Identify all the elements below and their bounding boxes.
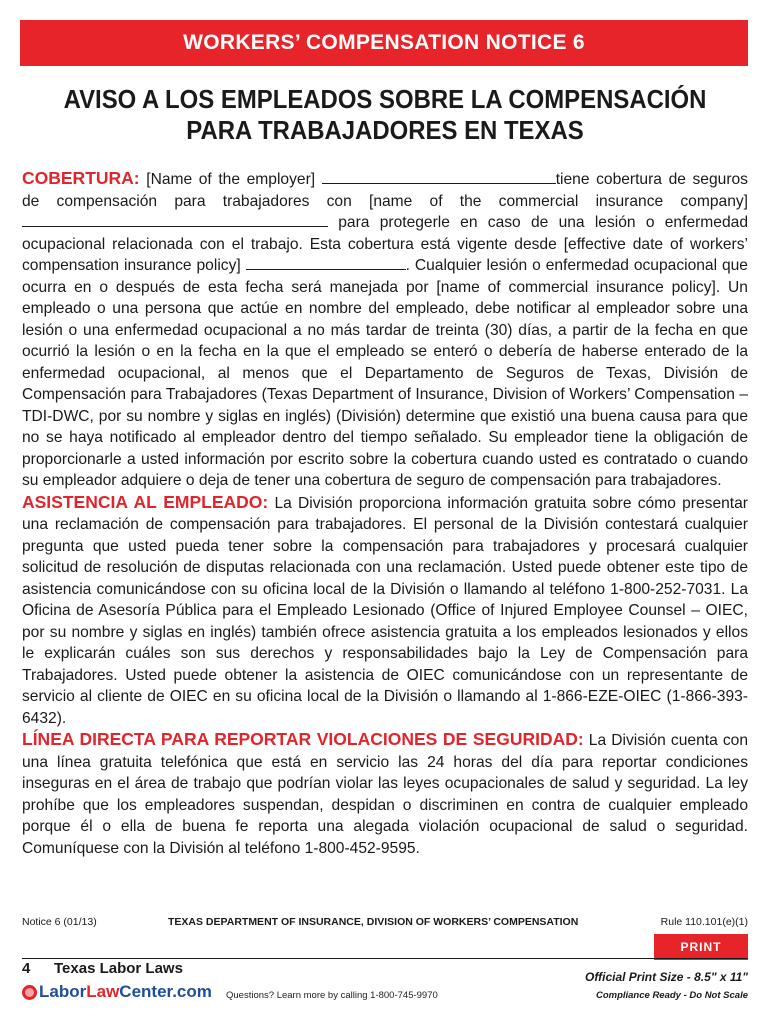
page-section-name: Texas Labor Laws: [54, 960, 183, 977]
assistance-text: La División proporciona información gratuita sobre cómo presentar una reclamación de compensación para trabajadores. El personal de la División contestará cualquier pregunta que usted pueda tener sobre la compensación para trabajadores y procesará cualquier solicitud de resolución de disputas relacionada con una reclamación. Usted puede obtener este tipo de asistencia comunicándose con su oficina local de la División o llamando al teléfono 1-800-252-7031. La Oficina de Asesoría Pública para el Empleado Lesionado (Office of Injured Employee Counsel – OIEC, por su nombre y siglas en inglés) también ofrece asistencia gratuita a los empleados lesionados y ellos le explicarán cuáles son sus derechos y responsabilidades bajo la Ley de Compensación para Trabajadores. Usted puede obtener la asistencia de OIEC comunicándose con un representante de servicio al cliente de OIEC en su oficina local de la División o llamando al 1-866-EZE-OIEC (1-866-393-6432).: [22, 494, 748, 727]
agency-name: TEXAS DEPARTMENT OF INSURANCE, DIVISION OF WORKERS’ COMPENSATION: [168, 916, 579, 928]
employer-name-blank: [322, 169, 556, 184]
footer-divider: [22, 958, 748, 959]
logo-text-law: Law: [86, 982, 120, 1001]
logo-text-labor: Labor: [39, 982, 87, 1001]
notice-body: [22, 168, 748, 859]
laborlawcenter-logo[interactable]: [22, 982, 212, 1002]
assistance-paragraph: [22, 492, 748, 730]
page-title: [51, 84, 719, 146]
title-line-2: PARA TRABAJADORES EN TEXAS: [186, 115, 584, 145]
coverage-text-4: . Cualquier lesión o enfermedad ocupacional que ocurra en o después de esta fecha será manejada por [name of commercial insurance policy]. Un empleado o una persona que actúe en nombre del empleado, debe notificar al empleador sobre una lesión o una enfermedad ocupacional a no más tardar de treinta (30) días, a partir de la fecha en que ocurrió la lesión o en la fecha en la que el empleado se enteró o debería de haberse enterado de la enfermedad ocupacional, al menos que el Departamento de Seguros de Texas, División de Compensación para Trabajadores (Texas Department of Insurance, Division of Workers’ Compensation – TDI-DWC, por su nombre y siglas en inglés) (División) determine que existió una buena causa para que no se haya notificado al empleador dentro del tiempo señalado. Su empleador tiene la obligación de proporcionarle a usted información por escrito sobre la cobertura cuando usted es contratado o cuando su empleador adquiere o deja de tener una cobertura de seguro de compensación para trabajadores.: [22, 257, 748, 489]
compliance-note: Compliance Ready - Do Not Scale: [595, 990, 748, 1001]
print-button[interactable]: PRINT: [654, 934, 748, 960]
logo-ball-icon: [22, 985, 37, 1000]
coverage-text-3: para protegerle en caso de una lesión o enfermedad ocupacional relacionada con el trabajo. Esta cobertura está vigente desde [effective date of workers’ compensation insurance policy]: [22, 214, 748, 274]
page-number: 4: [22, 960, 31, 977]
coverage-heading: COBERTURA:: [22, 168, 140, 188]
official-print-size: Official Print Size - 8.5" x 11": [585, 970, 748, 984]
notice-footnote: [22, 916, 748, 932]
notice-banner: WORKERS’ COMPENSATION NOTICE 6: [20, 20, 748, 66]
coverage-text-1: [Name of the employer]: [146, 171, 322, 188]
effective-date-blank: [246, 255, 406, 270]
logo-text-center: Center.com: [119, 982, 212, 1001]
coverage-paragraph: [22, 168, 748, 492]
insurance-company-blank: [22, 212, 328, 227]
assistance-heading: ASISTENCIA AL EMPLEADO:: [22, 491, 269, 512]
title-line-1: AVISO A LOS EMPLEADOS SOBRE LA COMPENSACIÓN: [63, 84, 707, 114]
notice-number: Notice 6 (01/13): [22, 916, 97, 928]
hotline-paragraph: [22, 729, 748, 859]
questions-text: Questions? Learn more by calling 1-800-745-9970: [226, 990, 438, 1001]
hotline-heading: LÍNEA DIRECTA PARA REPORTAR VIOLACIONES DE SEGURIDAD:: [22, 729, 584, 749]
coverage-text-2: tiene cobertura de seguros de compensación para trabajadores con [name of the commercial insurance company]: [22, 171, 748, 210]
hotline-text: La División cuenta con una línea gratuita telefónica que está en servicio las 24 horas del día para reportar condiciones inseguras en el área de trabajo que podrían violar las leyes ocupacionales de salud y seguridad. La ley prohíbe que los empleadores suspendan, despidan o discriminen en contra de cualquier empleado porque él o ella de buena fe reporta una alegada violación ocupacional de salud o seguridad. Comuníquese con la División al teléfono 1-800-452-9595.: [22, 732, 748, 857]
rule-reference: Rule 110.101(e)(1): [660, 916, 748, 928]
